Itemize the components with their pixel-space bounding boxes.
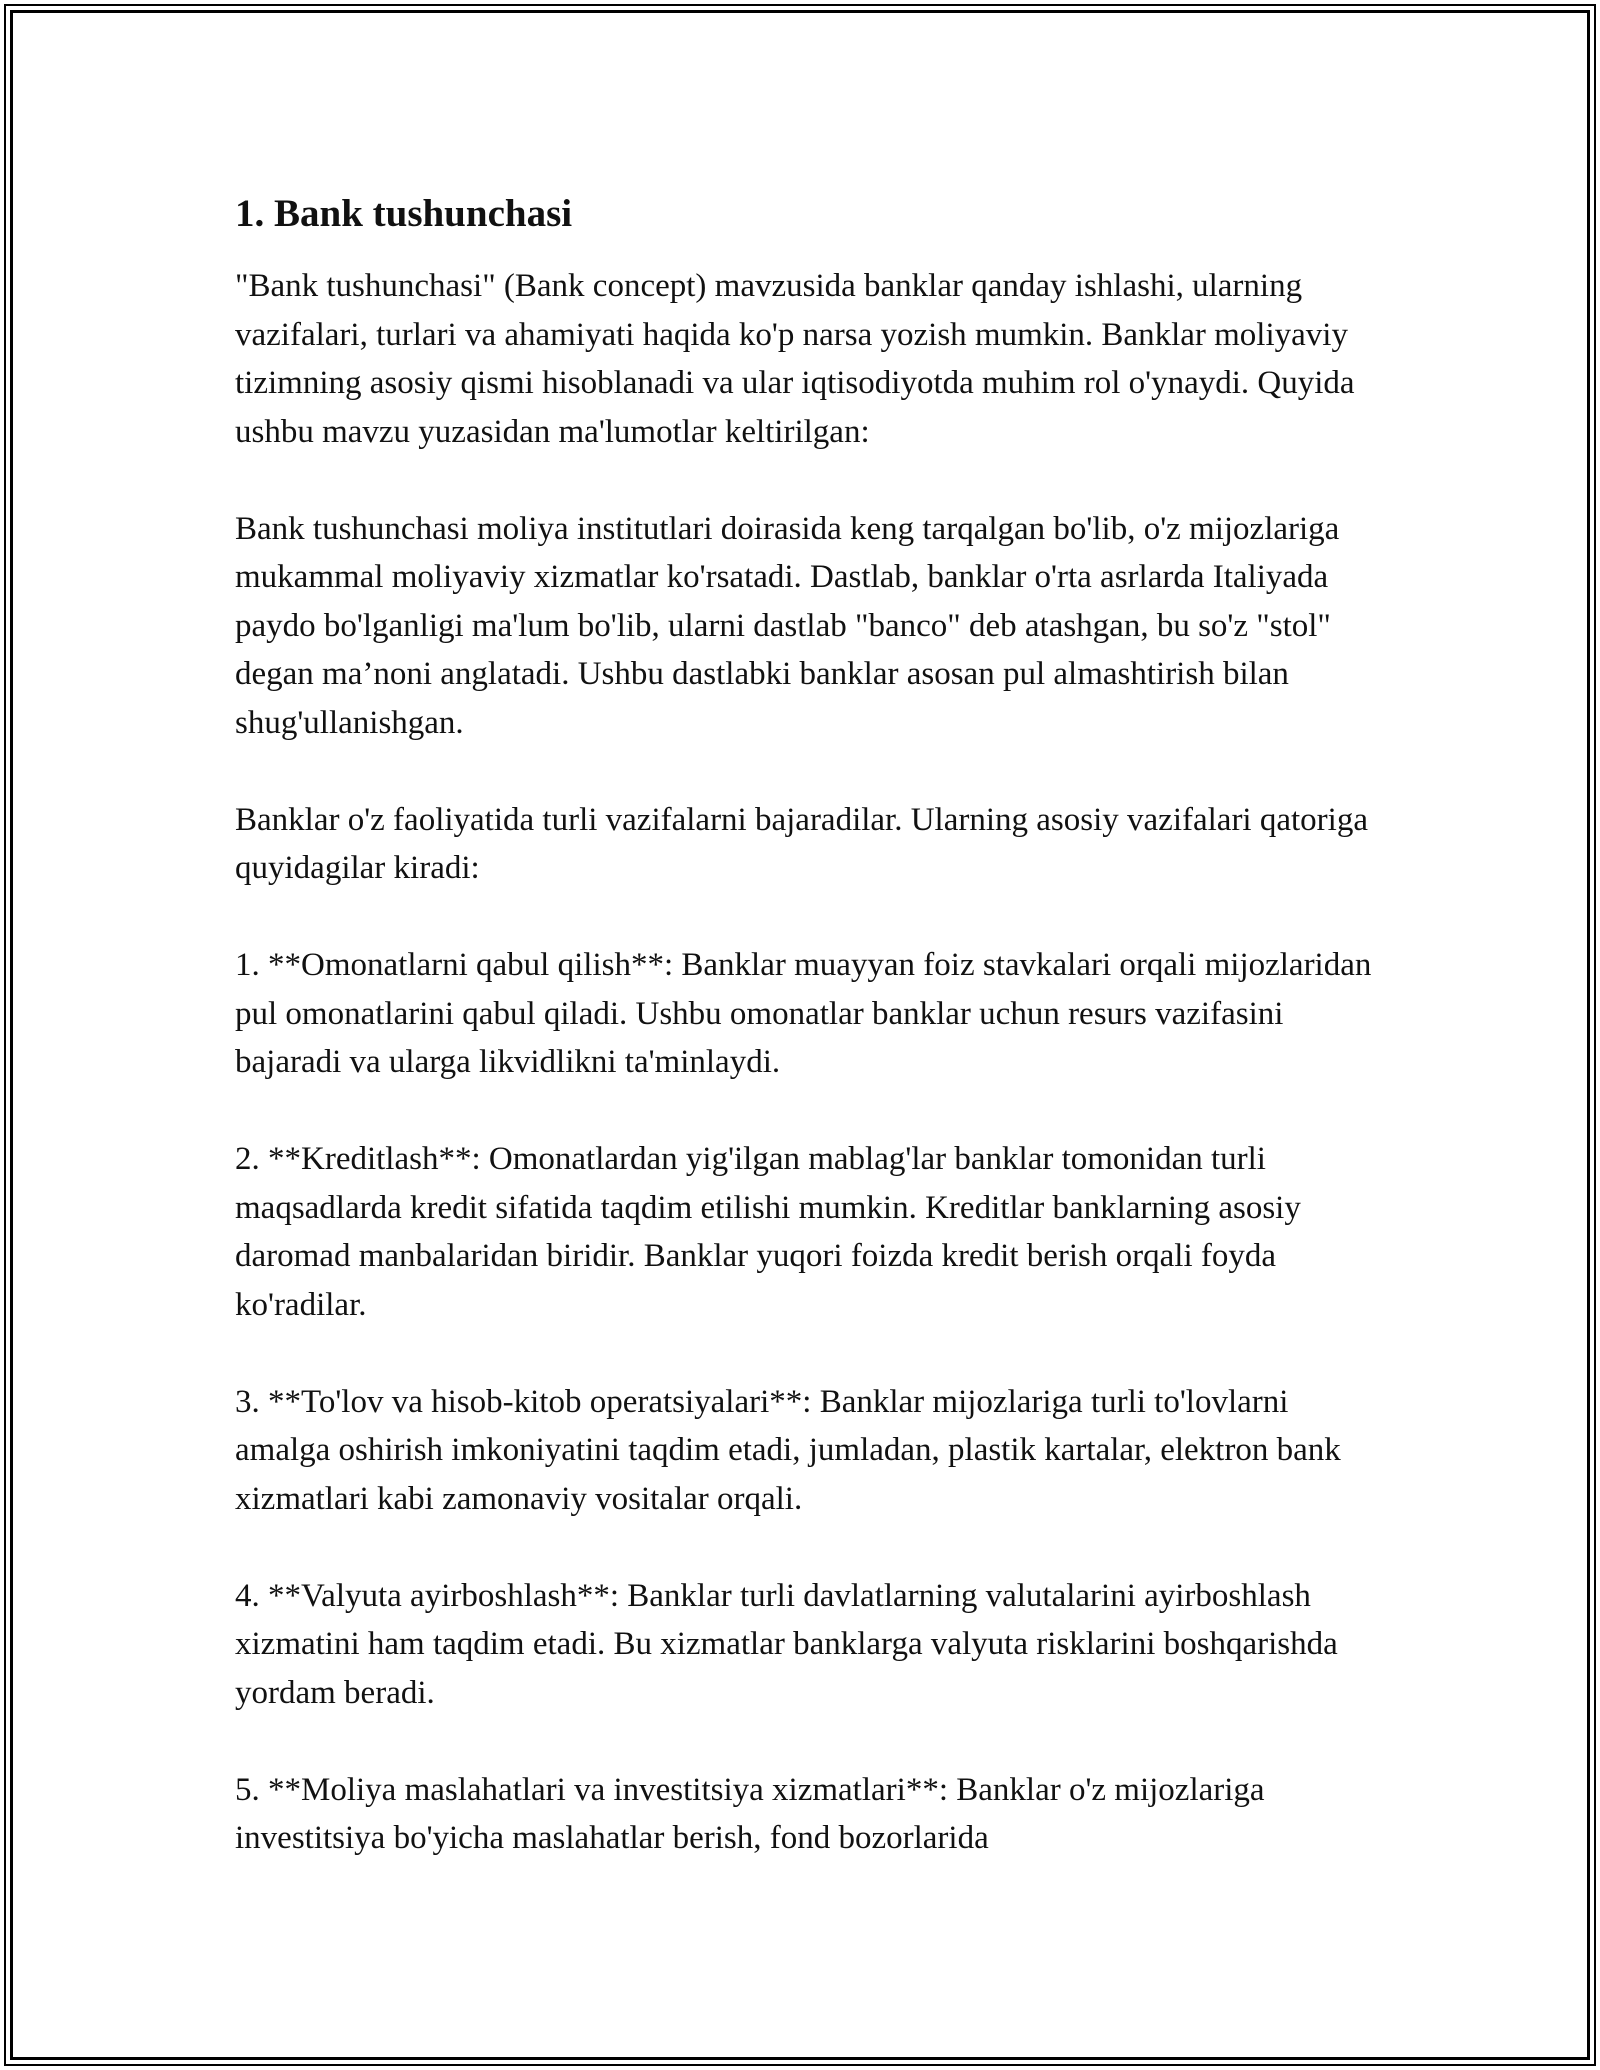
document-body — [235, 188, 1380, 1911]
list-item-lending: 2. **Kreditlash**: Omonatlardan yig'ilgan mablag'lar banklar tomonidan turli maqsadlarda kredit sifatida taqdim etilishi mumkin. Kreditlar banklarning asosiy daromad manbalaridan biridir. Banklar yuqori foizda kredit berish orqali foyda ko'radilar. — [235, 1141, 1301, 1323]
list-item-deposits: 1. **Omonatlarni qabul qilish**: Banklar muayyan foiz stavkalari orqali mijozlaridan pul omonatlarini qabul qiladi. Ushbu omonatlar banklar uchun resurs vazifasini bajaradi va ularga likvidlikni ta'minlaydi. — [235, 947, 1372, 1080]
paragraph-intro: "Bank tushunchasi" (Bank concept) mavzusida banklar qanday ishlashi, ularning vazifalari, turlari va ahamiyati haqida ko'p narsa yozish mumkin. Banklar moliyaviy tizimning asosiy qismi hisoblanadi va ular iqtisodiyotda muhim rol o'ynaydi. Quyida ushbu mavzu yuzasidan ma'lumotlar keltirilgan: — [235, 268, 1355, 450]
paragraph-functions-intro: Banklar o'z faoliyatida turli vazifalarni bajaradilar. Ularning asosiy vazifalari qatoriga quyidagilar kiradi: — [235, 801, 1368, 886]
list-item-payments: 3. **To'lov va hisob-kitob operatsiyalari**: Banklar mijozlariga turli to'lovlarni amalga oshirish imkoniyatini taqdim etadi, jumladan, plastik kartalar, elektron bank xizmatlari kabi zamonaviy vositalar orqali. — [235, 1383, 1341, 1517]
list-item-financial-advice: 5. **Moliya maslahatlari va investitsiya xizmatlari**: Banklar o'z mijozlariga investitsiya bo'yicha maslahatlar berish, fond bozorlarida — [235, 1771, 1265, 1856]
section-heading: 1. Bank tushunchasi — [235, 192, 573, 235]
list-item-currency-exchange: 4. **Valyuta ayirboshlash**: Banklar turli davlatlarning valutalarini ayirboshlash xizmatini ham taqdim etadi. Bu xizmatlar banklarga valyuta risklarini boshqarishda yordam beradi. — [235, 1577, 1338, 1711]
paragraph-history: Bank tushunchasi moliya institutlari doirasida keng tarqalgan bo'lib, o'z mijozlariga mukammal moliyaviy xizmatlar ko'rsatadi. Dastlab, banklar o'rta asrlarda Italiyada paydo bo'lganligi ma'lum bo'lib, ularni dastlab "banco" deb atashgan, bu so'z "stol" degan ma’noni anglatadi. Ushbu dastlabki banklar asosan pul almashtirish bilan shug'ullanishgan. — [235, 510, 1340, 741]
